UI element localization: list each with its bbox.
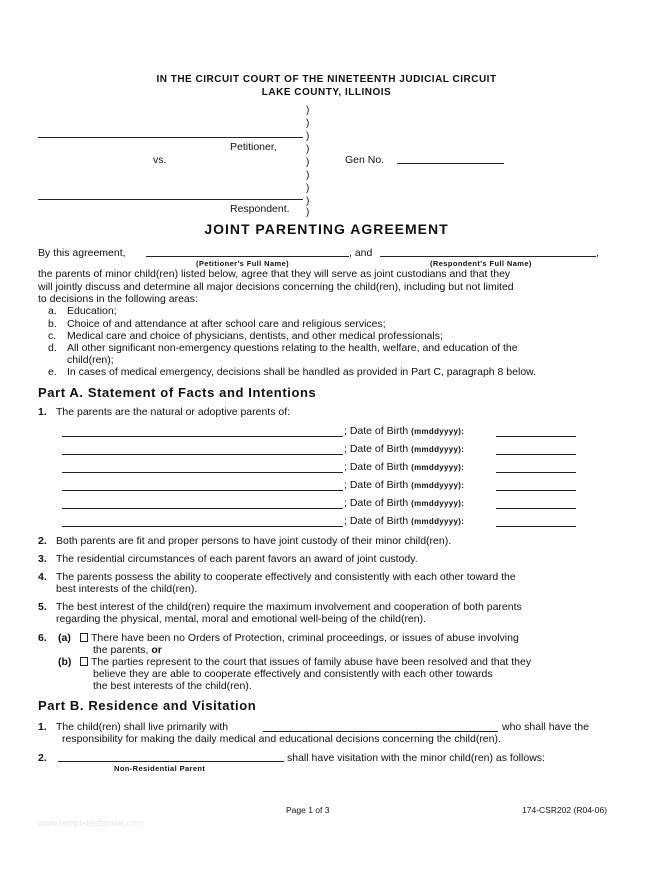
caption-paren: ) — [306, 105, 310, 116]
option-a-text-cont: the parents, or — [93, 644, 162, 656]
caption-paren: ) — [306, 131, 310, 142]
paragraph-text: The best interest of the child(ren) require the maximum involvement and cooperation of both parents — [56, 601, 522, 613]
option-b-text: The parties represent to the court that issues of family abuse have been resolved and that they — [91, 656, 532, 668]
form-code: 174-CSR202 (R04-06) — [522, 805, 608, 815]
paragraph-number: 5. — [38, 601, 47, 613]
paragraph-number: 3. — [38, 553, 47, 565]
intro-by-this: By this agreement, — [38, 247, 126, 259]
paragraph-number: 2. — [38, 752, 47, 764]
non-residential-parent-field[interactable] — [58, 761, 284, 762]
child-dob-field[interactable] — [496, 436, 576, 437]
caption-paren: ) — [306, 144, 310, 155]
list-item-letter: e. — [48, 366, 57, 378]
child-name-field[interactable] — [62, 526, 343, 527]
primary-residence-parent-field[interactable] — [263, 731, 498, 732]
gen-no-label: Gen No. — [345, 154, 385, 166]
gen-no-field[interactable] — [397, 163, 504, 164]
dob-label: ; Date of Birth (mmddyyyy): — [344, 461, 465, 473]
option-a — [80, 632, 519, 644]
list-item-letter: c. — [48, 330, 57, 342]
list-item-letter: a. — [48, 305, 57, 317]
petitioner-full-name-field[interactable] — [146, 256, 349, 257]
list-item-text: child(ren); — [67, 354, 114, 366]
petitioner-full-name-caption: (Petitioner's Full Name) — [196, 259, 290, 268]
list-item-text: Medical care and choice of physicians, dentists, and other medical professionals; — [67, 330, 443, 342]
option-a-text: There have been no Orders of Protection, criminal proceedings, or issues of abuse involving — [91, 632, 519, 644]
paragraph-text: shall have visitation with the minor child(ren) as follows: — [287, 752, 545, 764]
vs-label: vs. — [153, 154, 167, 166]
paragraph-number: 6. — [38, 632, 47, 644]
child-name-field[interactable] — [62, 490, 343, 491]
paragraph-text: who shall have the — [502, 721, 589, 733]
child-dob-field[interactable] — [496, 490, 576, 491]
dob-label: ; Date of Birth (mmddyyyy): — [344, 443, 465, 455]
child-dob-field[interactable] — [496, 526, 576, 527]
paragraph-text: responsibility for making the daily medical and educational decisions concerning the child(ren). — [62, 733, 501, 745]
paragraph-number: 4. — [38, 571, 47, 583]
option-b-checkbox[interactable] — [80, 657, 88, 666]
option-a-checkbox[interactable] — [80, 633, 88, 642]
part-b-heading: Part B. Residence and Visitation — [38, 698, 257, 713]
caption-paren: ) — [306, 183, 310, 194]
caption-paren: ) — [306, 196, 310, 207]
caption-paren: ) — [306, 118, 310, 129]
option-b-label: (b) — [58, 656, 72, 668]
dob-label: ; Date of Birth (mmddyyyy): — [344, 497, 465, 509]
child-dob-field[interactable] — [496, 454, 576, 455]
respondent-full-name-caption: (Respondent's Full Name) — [430, 259, 532, 268]
part-a-heading: Part A. Statement of Facts and Intentions — [38, 385, 317, 400]
list-item-text: Choice of and attendance at after school care and religious services; — [67, 318, 386, 330]
paragraph-text: The parents are the natural or adoptive parents of: — [56, 406, 291, 418]
court-name: IN THE CIRCUIT COURT OF THE NINETEENTH JUDICIAL CIRCUIT — [156, 74, 497, 85]
caption-paren: ) — [306, 207, 310, 218]
child-name-field[interactable] — [62, 472, 343, 473]
intro-comma: , — [596, 247, 599, 259]
list-item-letter: b. — [48, 318, 57, 330]
respondent-full-name-field[interactable] — [380, 256, 596, 257]
option-b — [80, 656, 531, 668]
page-number: Page 1 of 3 — [286, 805, 330, 815]
non-residential-parent-caption: Non-Residential Parent — [114, 764, 206, 773]
list-item-letter: d. — [48, 342, 57, 354]
intro-paragraph-line: to decisions in the following areas: — [38, 293, 198, 305]
child-name-field[interactable] — [62, 454, 343, 455]
respondent-label: Respondent. — [230, 203, 290, 215]
list-item-text: Education; — [67, 305, 117, 317]
option-b-text-cont: the best interests of the child(ren). — [93, 680, 252, 692]
paragraph-text: regarding the physical, mental, moral and emotional well-being of the child(ren). — [56, 613, 427, 625]
paragraph-text: The residential circumstances of each parent favors an award of joint custody. — [56, 553, 418, 565]
intro-and: , and — [349, 247, 373, 259]
document-title: JOINT PARENTING AGREEMENT — [204, 221, 449, 237]
intro-paragraph-line: will jointly discuss and determine all major decisions concerning the child(ren), including but not limited — [38, 281, 514, 293]
paragraph-text: The child(ren) shall live primarily with — [56, 721, 229, 733]
petitioner-name-field[interactable] — [38, 137, 303, 138]
respondent-name-field[interactable] — [38, 199, 303, 200]
paragraph-text: best interests of the child(ren). — [56, 583, 198, 595]
option-b-text-cont: believe they are able to cooperate effectively and consistently with each other towards — [93, 668, 493, 680]
list-item-text: In cases of medical emergency, decisions shall be handled as provided in Part C, paragraph 8 below. — [67, 366, 537, 378]
caption-paren: ) — [306, 157, 310, 168]
paragraph-number: 2. — [38, 535, 47, 547]
petitioner-label: Petitioner, — [230, 141, 277, 153]
dob-label: ; Date of Birth (mmddyyyy): — [344, 479, 465, 491]
child-dob-field[interactable] — [496, 508, 576, 509]
county-name: LAKE COUNTY, ILLINOIS — [261, 87, 392, 98]
list-item-text: All other significant non-emergency questions relating to the health, welfare, and education of the — [67, 342, 518, 354]
caption-paren: ) — [306, 170, 310, 181]
dob-label: ; Date of Birth (mmddyyyy): — [344, 425, 465, 437]
intro-paragraph-line: the parents of minor child(ren) listed below, agree that they will serve as joint custodians and that they — [38, 268, 511, 280]
option-a-label: (a) — [58, 632, 71, 644]
paragraph-number: 1. — [38, 721, 47, 733]
watermark: www.templatesformat.com — [38, 818, 144, 828]
child-name-field[interactable] — [62, 508, 343, 509]
dob-label: ; Date of Birth (mmddyyyy): — [344, 515, 465, 527]
paragraph-text: The parents possess the ability to cooperate effectively and consistently with each other toward the — [56, 571, 516, 583]
child-name-field[interactable] — [62, 436, 343, 437]
paragraph-number: 1. — [38, 406, 47, 418]
paragraph-text: Both parents are fit and proper persons to have joint custody of their minor child(ren). — [56, 535, 452, 547]
child-dob-field[interactable] — [496, 472, 576, 473]
